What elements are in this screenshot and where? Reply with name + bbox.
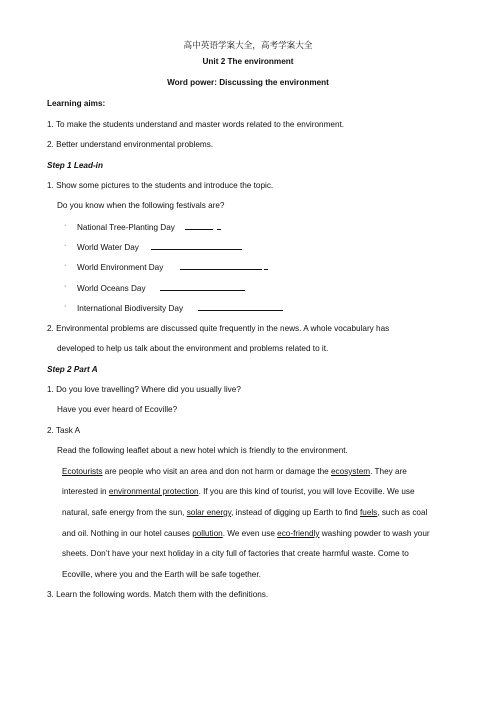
answer-blank-tail bbox=[217, 221, 221, 230]
leaflet-line-2 bbox=[62, 486, 415, 497]
step2-question-1b: Have you ever heard of Ecoville? bbox=[57, 405, 178, 414]
task-instruction: Read the following leaflet about a new hotel which is friendly to the environment. bbox=[57, 446, 348, 455]
leaflet-text: interested in bbox=[62, 487, 109, 496]
site-title: 高中英语学案大全，高考学案大全 bbox=[183, 40, 313, 50]
leaflet-text: , instead of digging up Earth to find bbox=[231, 508, 360, 517]
festival-label: International Biodiversity Day bbox=[77, 304, 184, 313]
bullet-icon: · bbox=[64, 303, 67, 310]
keyword-fuels: fuels bbox=[359, 508, 378, 517]
unit-title: Unit 2 The environment bbox=[202, 57, 294, 66]
leaflet-text: are people who visit an area and don not harm or damage the bbox=[102, 467, 331, 476]
festival-item bbox=[77, 241, 242, 253]
lesson-title: Word power: Discussing the environment bbox=[167, 78, 329, 87]
leaflet-text: natural, safe energy from the sun, bbox=[62, 508, 187, 517]
festival-label: World Water Day bbox=[77, 243, 139, 252]
aim-item-1: 1. To make the students understand and master words related to the environment. bbox=[47, 120, 345, 129]
leaflet-text: . They are bbox=[370, 467, 407, 476]
discussion-line-1: 2. Environmental problems are discussed quite frequently in the news. A whole vocabulary has bbox=[47, 324, 390, 333]
step2-heading: Step 2 Part A bbox=[47, 365, 98, 374]
leaflet-line-5: sheets. Don’t have your next holiday in a city full of factories that create harmful waste. Come to bbox=[62, 549, 409, 558]
leaflet-line-4 bbox=[62, 528, 430, 539]
keyword-ecotourists: Ecotourists bbox=[62, 467, 103, 476]
answer-blank[interactable] bbox=[198, 302, 283, 311]
keyword-pollution: pollution bbox=[192, 529, 223, 538]
leaflet-text: and oil. Nothing in our hotel causes bbox=[62, 529, 193, 538]
festival-label: World Oceans Day bbox=[77, 284, 146, 293]
keyword-solar-energy: solar energy bbox=[186, 508, 232, 517]
festival-item bbox=[77, 261, 268, 273]
festival-item bbox=[77, 221, 221, 233]
festival-item bbox=[77, 302, 283, 314]
festival-label: National Tree-Planting Day bbox=[77, 223, 175, 232]
answer-blank[interactable] bbox=[185, 221, 213, 230]
step1-question: Do you know when the following festivals are? bbox=[57, 201, 225, 210]
keyword-eco-friendly: eco-friendly bbox=[277, 529, 320, 538]
leaflet-line-6: Ecoville, where you and the Earth will be safe together. bbox=[62, 570, 261, 579]
leaflet-text: . We even use bbox=[222, 529, 278, 538]
step1-instruction: 1. Show some pictures to the students and introduce the topic. bbox=[47, 181, 274, 190]
bullet-icon: · bbox=[64, 262, 67, 269]
step1-heading: Step 1 Lead-in bbox=[47, 161, 103, 170]
step2-question-1: 1. Do you love travelling? Where did you usually live? bbox=[47, 385, 241, 394]
leaflet-line-3 bbox=[62, 507, 427, 518]
discussion-line-2: developed to help us talk about the environment and problems related to it. bbox=[57, 344, 329, 353]
festival-item bbox=[77, 282, 245, 294]
aim-item-2: 2. Better understand environmental problems. bbox=[47, 140, 214, 149]
leaflet-text: washing powder to wash your bbox=[319, 529, 430, 538]
festival-label: World Environment Day bbox=[77, 263, 164, 272]
answer-blank[interactable] bbox=[151, 241, 242, 250]
keyword-ecosystem: ecosystem bbox=[331, 467, 371, 476]
leaflet-text: , such as coal bbox=[377, 508, 428, 517]
leaflet-line-1 bbox=[62, 466, 407, 477]
bullet-icon: · bbox=[64, 242, 67, 249]
answer-blank[interactable] bbox=[180, 261, 262, 270]
aims-heading: Learning aims: bbox=[47, 99, 106, 108]
answer-blank-tail bbox=[264, 261, 268, 270]
answer-blank[interactable] bbox=[160, 282, 245, 291]
step2-question-3: 3. Learn the following words. Match them with the definitions. bbox=[47, 590, 269, 599]
leaflet-text: . If you are this kind of tourist, you will love Ecoville. We use bbox=[198, 487, 415, 496]
task-label: 2. Task A bbox=[47, 426, 81, 435]
bullet-icon: · bbox=[64, 222, 67, 229]
bullet-icon: · bbox=[64, 283, 67, 290]
keyword-environmental-protection: environmental protection bbox=[108, 487, 199, 496]
